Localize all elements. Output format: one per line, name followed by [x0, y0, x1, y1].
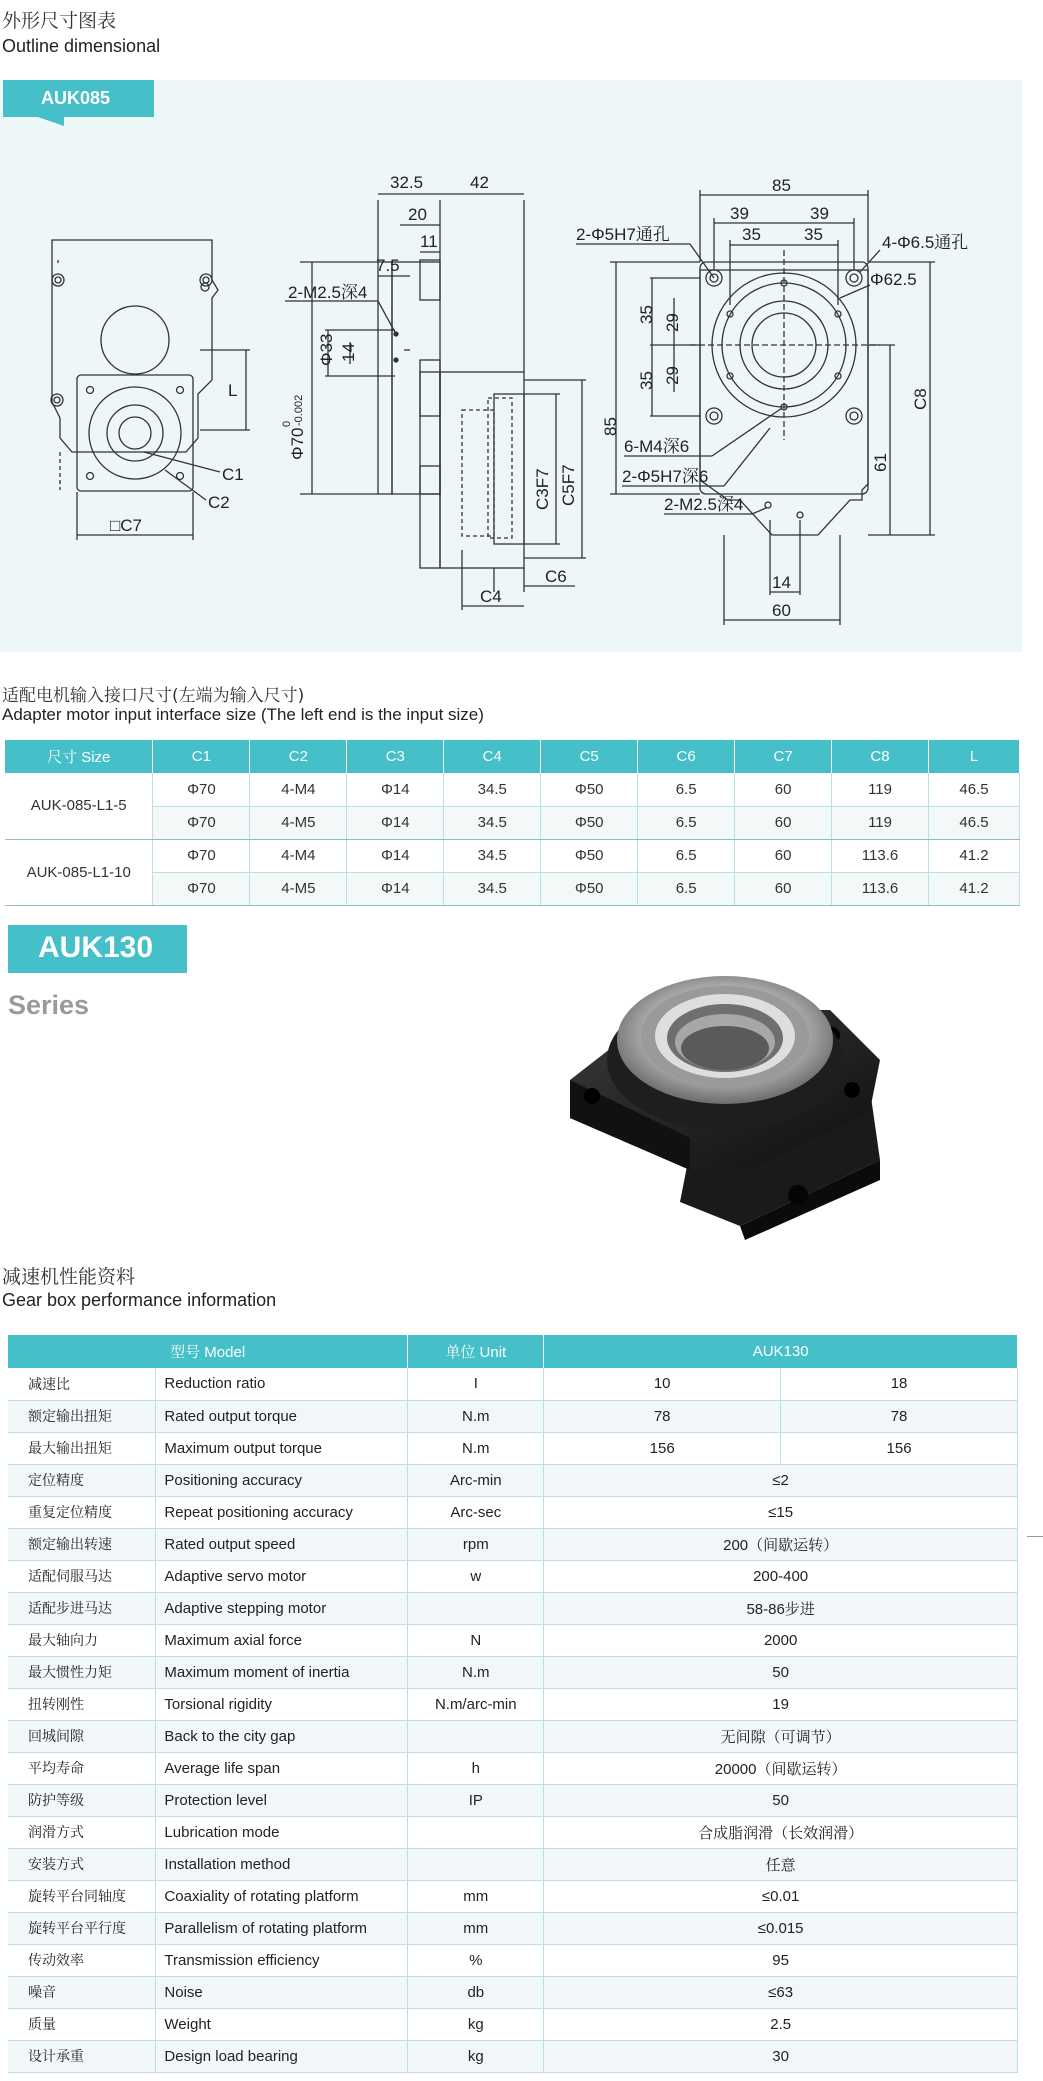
header-c6: C6: [638, 740, 735, 773]
dim-11: 11: [420, 232, 438, 251]
param-unit: I: [408, 1368, 544, 1400]
param-value: 无间隙（可调节）: [544, 1720, 1018, 1752]
param-name-cn: 定位精度: [8, 1464, 156, 1496]
param-name-en: Torsional rigidity: [156, 1688, 408, 1720]
param-unit: Arc-min: [408, 1464, 544, 1496]
performance-title-cn: 减速机性能资料: [2, 1266, 136, 1288]
param-value: 20000（间歇运转）: [544, 1752, 1018, 1784]
adapter-row: [5, 773, 1020, 806]
adapter-table: [5, 740, 1020, 906]
param-unit: mm: [408, 1912, 544, 1944]
adapter-cell: 34.5: [444, 839, 541, 872]
param-value: 合成脂润滑（长效润滑）: [544, 1816, 1018, 1848]
param-name-en: Adaptive stepping motor: [156, 1592, 408, 1624]
adapter-cell: 6.5: [638, 773, 735, 806]
param-value: 30: [544, 2040, 1018, 2072]
param-name-en: Design load bearing: [156, 2040, 408, 2072]
front-view: [51, 240, 250, 540]
param-name-cn: 适配伺服马达: [8, 1560, 156, 1592]
performance-row: [8, 1688, 1018, 1720]
param-name-en: Rated output torque: [156, 1400, 408, 1432]
adapter-cell: 119: [832, 806, 929, 839]
param-unit: N.m: [408, 1656, 544, 1688]
param-name-cn: 重复定位精度: [8, 1496, 156, 1528]
top-view: [576, 176, 968, 625]
header-c4: C4: [444, 740, 541, 773]
adapter-cell: 4-M5: [250, 806, 347, 839]
param-value: 任意: [544, 1848, 1018, 1880]
dim-39-right: 39: [810, 204, 829, 223]
param-name-cn: 额定输出扭矩: [8, 1400, 156, 1432]
param-value: 78: [781, 1400, 1018, 1432]
dim-85-top: 85: [772, 176, 791, 195]
adapter-cell: 46.5: [929, 806, 1020, 839]
adapter-cell: 60: [735, 872, 832, 905]
adapter-cell: 60: [735, 773, 832, 806]
performance-row: [8, 1368, 1018, 1400]
param-name-cn: 防护等级: [8, 1784, 156, 1816]
dim-C3F7: C3F7: [533, 468, 552, 510]
dim-phi33: Φ33: [317, 333, 336, 366]
performance-row: [8, 1528, 1018, 1560]
dim-60: 60: [772, 601, 791, 620]
param-unit: h: [408, 1752, 544, 1784]
param-name-en: Lubrication mode: [156, 1816, 408, 1848]
adapter-cell: 113.6: [832, 872, 929, 905]
param-name-en: Transmission efficiency: [156, 1944, 408, 1976]
param-value: 200（间歇运转）: [544, 1528, 1018, 1560]
performance-row: [8, 1784, 1018, 1816]
performance-row: [8, 1752, 1018, 1784]
performance-row: [8, 1432, 1018, 1464]
param-name-en: Noise: [156, 1976, 408, 2008]
adapter-cell: 6.5: [638, 872, 735, 905]
dim-2-phi5-thru: 2-Φ5H7通孔: [576, 225, 670, 244]
performance-title-en: Gear box performance information: [2, 1290, 277, 1310]
param-unit: rpm: [408, 1528, 544, 1560]
dim-C8: C8: [911, 388, 930, 410]
param-name-cn: 最大轴向力: [8, 1624, 156, 1656]
adapter-cell: 4-M4: [250, 773, 347, 806]
dim-6-M4: 6-M4深6: [624, 437, 690, 456]
header-l: L: [929, 740, 1020, 773]
dim-2-M2-5: 2-M2.5深4: [288, 283, 368, 302]
performance-row: [8, 1880, 1018, 1912]
param-unit: %: [408, 1944, 544, 1976]
adapter-cell: Φ14: [347, 806, 444, 839]
param-value: 50: [544, 1784, 1018, 1816]
performance-row: [8, 1720, 1018, 1752]
dim-39-left: 39: [730, 204, 749, 223]
param-name-en: Weight: [156, 2008, 408, 2040]
dim-C1: C1: [222, 465, 244, 484]
param-name-en: Parallelism of rotating platform: [156, 1912, 408, 1944]
param-name-cn: 扭转刚性: [8, 1688, 156, 1720]
adapter-cell: Φ70: [153, 773, 250, 806]
dim-61: 61: [871, 453, 890, 472]
dim-phi62-5: Φ62.5: [870, 270, 917, 289]
param-unit: [408, 1848, 544, 1880]
param-value: ≤0.015: [544, 1912, 1018, 1944]
adapter-cell: 46.5: [929, 773, 1020, 806]
performance-row: [8, 1976, 1018, 2008]
adapter-cell: 60: [735, 839, 832, 872]
adapter-cell: 6.5: [638, 806, 735, 839]
series-label: Series: [8, 990, 90, 1020]
outline-title-en: Outline dimensional: [2, 36, 161, 56]
adapter-cell: Φ50: [541, 773, 638, 806]
param-value: 78: [544, 1400, 781, 1432]
performance-row: [8, 2008, 1018, 2040]
adapter-cell: 41.2: [929, 839, 1020, 872]
param-name-en: Coaxiality of rotating platform: [156, 1880, 408, 1912]
param-name-en: Installation method: [156, 1848, 408, 1880]
param-name-en: Maximum axial force: [156, 1624, 408, 1656]
param-value: ≤15: [544, 1496, 1018, 1528]
performance-row: [8, 1592, 1018, 1624]
adapter-cell: 113.6: [832, 839, 929, 872]
param-name-cn: 旋转平台平行度: [8, 1912, 156, 1944]
dim-42: 42: [470, 173, 489, 192]
header-model: 型号 Model: [8, 1335, 408, 1368]
param-value: ≤0.01: [544, 1880, 1018, 1912]
dim-29-lower: 29: [663, 366, 682, 385]
header-unit: 单位 Unit: [408, 1335, 544, 1368]
param-name-cn: 设计承重: [8, 2040, 156, 2072]
dim-4-phi6-5-thru: 4-Φ6.5通孔: [882, 233, 969, 252]
header-c3: C3: [347, 740, 444, 773]
adapter-cell: Φ70: [153, 872, 250, 905]
model-tag-tail: [38, 117, 64, 126]
param-unit: [408, 1720, 544, 1752]
series-tag: AUK130: [8, 925, 187, 973]
param-name-cn: 传动效率: [8, 1944, 156, 1976]
dim-35-left: 35: [742, 225, 761, 244]
product-image: [540, 940, 960, 1240]
param-unit: kg: [408, 2040, 544, 2072]
param-name-cn: 最大惯性力矩: [8, 1656, 156, 1688]
param-unit: N.m: [408, 1432, 544, 1464]
dim-C6: C6: [545, 567, 567, 586]
param-unit: w: [408, 1560, 544, 1592]
adapter-title-cn: 适配电机输入接口尺寸(左端为输入尺寸): [2, 686, 305, 706]
adapter-row: [5, 839, 1020, 872]
dim-phi70-lower-tol: -0.002: [293, 394, 305, 426]
param-name-en: Rated output speed: [156, 1528, 408, 1560]
adapter-cell: 4-M5: [250, 872, 347, 905]
param-unit: [408, 1592, 544, 1624]
dim-C7: □C7: [110, 516, 142, 535]
param-name-cn: 适配步进马达: [8, 1592, 156, 1624]
performance-row: [8, 1656, 1018, 1688]
param-name-en: Maximum output torque: [156, 1432, 408, 1464]
adapter-header-row: [5, 740, 1020, 773]
dim-2-phi5-deep: 2-Φ5H7深6: [622, 467, 709, 486]
adapter-cell: Φ50: [541, 872, 638, 905]
performance-table: [8, 1335, 1018, 2073]
adapter-cell: Φ50: [541, 806, 638, 839]
adapter-model-cell: AUK-085-L1-10: [5, 839, 153, 905]
param-name-en: Positioning accuracy: [156, 1464, 408, 1496]
dim-14-bottom: 14: [772, 573, 791, 592]
dim-L: L: [228, 381, 238, 400]
adapter-cell: 41.2: [929, 872, 1020, 905]
adapter-cell: Φ70: [153, 839, 250, 872]
param-name-en: Reduction ratio: [156, 1368, 408, 1400]
param-name-cn: 旋转平台同轴度: [8, 1880, 156, 1912]
adapter-model-cell: AUK-085-L1-5: [5, 773, 153, 839]
param-unit: kg: [408, 2008, 544, 2040]
param-value: ≤2: [544, 1464, 1018, 1496]
adapter-cell: 34.5: [444, 773, 541, 806]
param-unit: db: [408, 1976, 544, 2008]
dim-14: 14: [339, 343, 358, 362]
param-value: 156: [544, 1432, 781, 1464]
adapter-title-en: Adapter motor input interface size (The left end is the input size): [2, 705, 484, 724]
adapter-cell: 4-M4: [250, 839, 347, 872]
param-name-en: Repeat positioning accuracy: [156, 1496, 408, 1528]
dim-7-5: 7.5: [376, 256, 400, 275]
param-name-cn: 回城间隙: [8, 1720, 156, 1752]
dim-85-side: 85: [601, 417, 620, 436]
param-name-en: Average life span: [156, 1752, 408, 1784]
performance-row: [8, 1816, 1018, 1848]
adapter-cell: 60: [735, 806, 832, 839]
dim-C2: C2: [208, 493, 230, 512]
adapter-cell: Φ70: [153, 806, 250, 839]
dim-32-5: 32.5: [390, 173, 424, 192]
header-c7: C7: [735, 740, 832, 773]
param-name-cn: 噪音: [8, 1976, 156, 2008]
dim-35-upper: 35: [637, 305, 656, 324]
param-unit: N.m: [408, 1400, 544, 1432]
performance-row: [8, 1496, 1018, 1528]
param-value: 50: [544, 1656, 1018, 1688]
param-value: 2.5: [544, 2008, 1018, 2040]
param-name-en: Adaptive servo motor: [156, 1560, 408, 1592]
dim-phi70-upper-tol: 0: [281, 420, 293, 427]
param-value: 18: [781, 1368, 1018, 1400]
side-tick-mark: [1027, 1536, 1043, 1537]
performance-row: [8, 2040, 1018, 2072]
param-name-cn: 平均寿命: [8, 1752, 156, 1784]
performance-row: [8, 1944, 1018, 1976]
adapter-row: [5, 806, 1020, 839]
adapter-row: [5, 872, 1020, 905]
dim-phi70: Φ70: [288, 427, 307, 460]
performance-row: [8, 1624, 1018, 1656]
performance-row: [8, 1560, 1018, 1592]
param-value: ≤63: [544, 1976, 1018, 2008]
param-name-cn: 最大输出扭矩: [8, 1432, 156, 1464]
adapter-cell: Φ14: [347, 773, 444, 806]
param-unit: Arc-sec: [408, 1496, 544, 1528]
adapter-cell: Φ14: [347, 839, 444, 872]
param-unit: N: [408, 1624, 544, 1656]
param-unit: N.m/arc-min: [408, 1688, 544, 1720]
header-c5: C5: [541, 740, 638, 773]
param-name-en: Protection level: [156, 1784, 408, 1816]
adapter-cell: Φ14: [347, 872, 444, 905]
param-name-en: Back to the city gap: [156, 1720, 408, 1752]
param-name-cn: 额定输出转速: [8, 1528, 156, 1560]
adapter-cell: 119: [832, 773, 929, 806]
param-value: 200-400: [544, 1560, 1018, 1592]
performance-row: [8, 1400, 1018, 1432]
dim-C4: C4: [480, 587, 502, 606]
dim-35-lower: 35: [637, 371, 656, 390]
adapter-cell: 6.5: [638, 839, 735, 872]
param-value: 156: [781, 1432, 1018, 1464]
param-name-cn: 质量: [8, 2008, 156, 2040]
adapter-cell: 34.5: [444, 872, 541, 905]
param-unit: IP: [408, 1784, 544, 1816]
side-view: [281, 173, 586, 610]
param-name-en: Maximum moment of inertia: [156, 1656, 408, 1688]
header-c2: C2: [250, 740, 347, 773]
header-c8: C8: [832, 740, 929, 773]
performance-row: [8, 1912, 1018, 1944]
dim-29-upper: 29: [663, 313, 682, 332]
header-size: 尺寸 Size: [5, 740, 153, 773]
technical-drawing: [0, 80, 1022, 652]
outline-drawing-panel: [0, 80, 1022, 652]
dim-35-right: 35: [804, 225, 823, 244]
adapter-cell: Φ50: [541, 839, 638, 872]
dim-C5F7: C5F7: [559, 464, 578, 506]
param-unit: mm: [408, 1880, 544, 1912]
performance-row: [8, 1848, 1018, 1880]
param-value: 10: [544, 1368, 781, 1400]
performance-header-row: [8, 1335, 1018, 1368]
param-unit: [408, 1816, 544, 1848]
param-value: 2000: [544, 1624, 1018, 1656]
param-value: 58-86步进: [544, 1592, 1018, 1624]
param-name-cn: 安装方式: [8, 1848, 156, 1880]
header-c1: C1: [153, 740, 250, 773]
header-value: AUK130: [544, 1335, 1018, 1368]
performance-row: [8, 1464, 1018, 1496]
outline-title-cn: 外形尺寸图表: [2, 10, 117, 32]
param-name-cn: 润滑方式: [8, 1816, 156, 1848]
adapter-cell: 34.5: [444, 806, 541, 839]
param-value: 19: [544, 1688, 1018, 1720]
dim-20: 20: [408, 205, 427, 224]
param-name-cn: 减速比: [8, 1368, 156, 1400]
dim-2-M2-5-deep: 2-M2.5深4: [664, 495, 744, 514]
model-tag: AUK085: [3, 80, 154, 117]
param-value: 95: [544, 1944, 1018, 1976]
